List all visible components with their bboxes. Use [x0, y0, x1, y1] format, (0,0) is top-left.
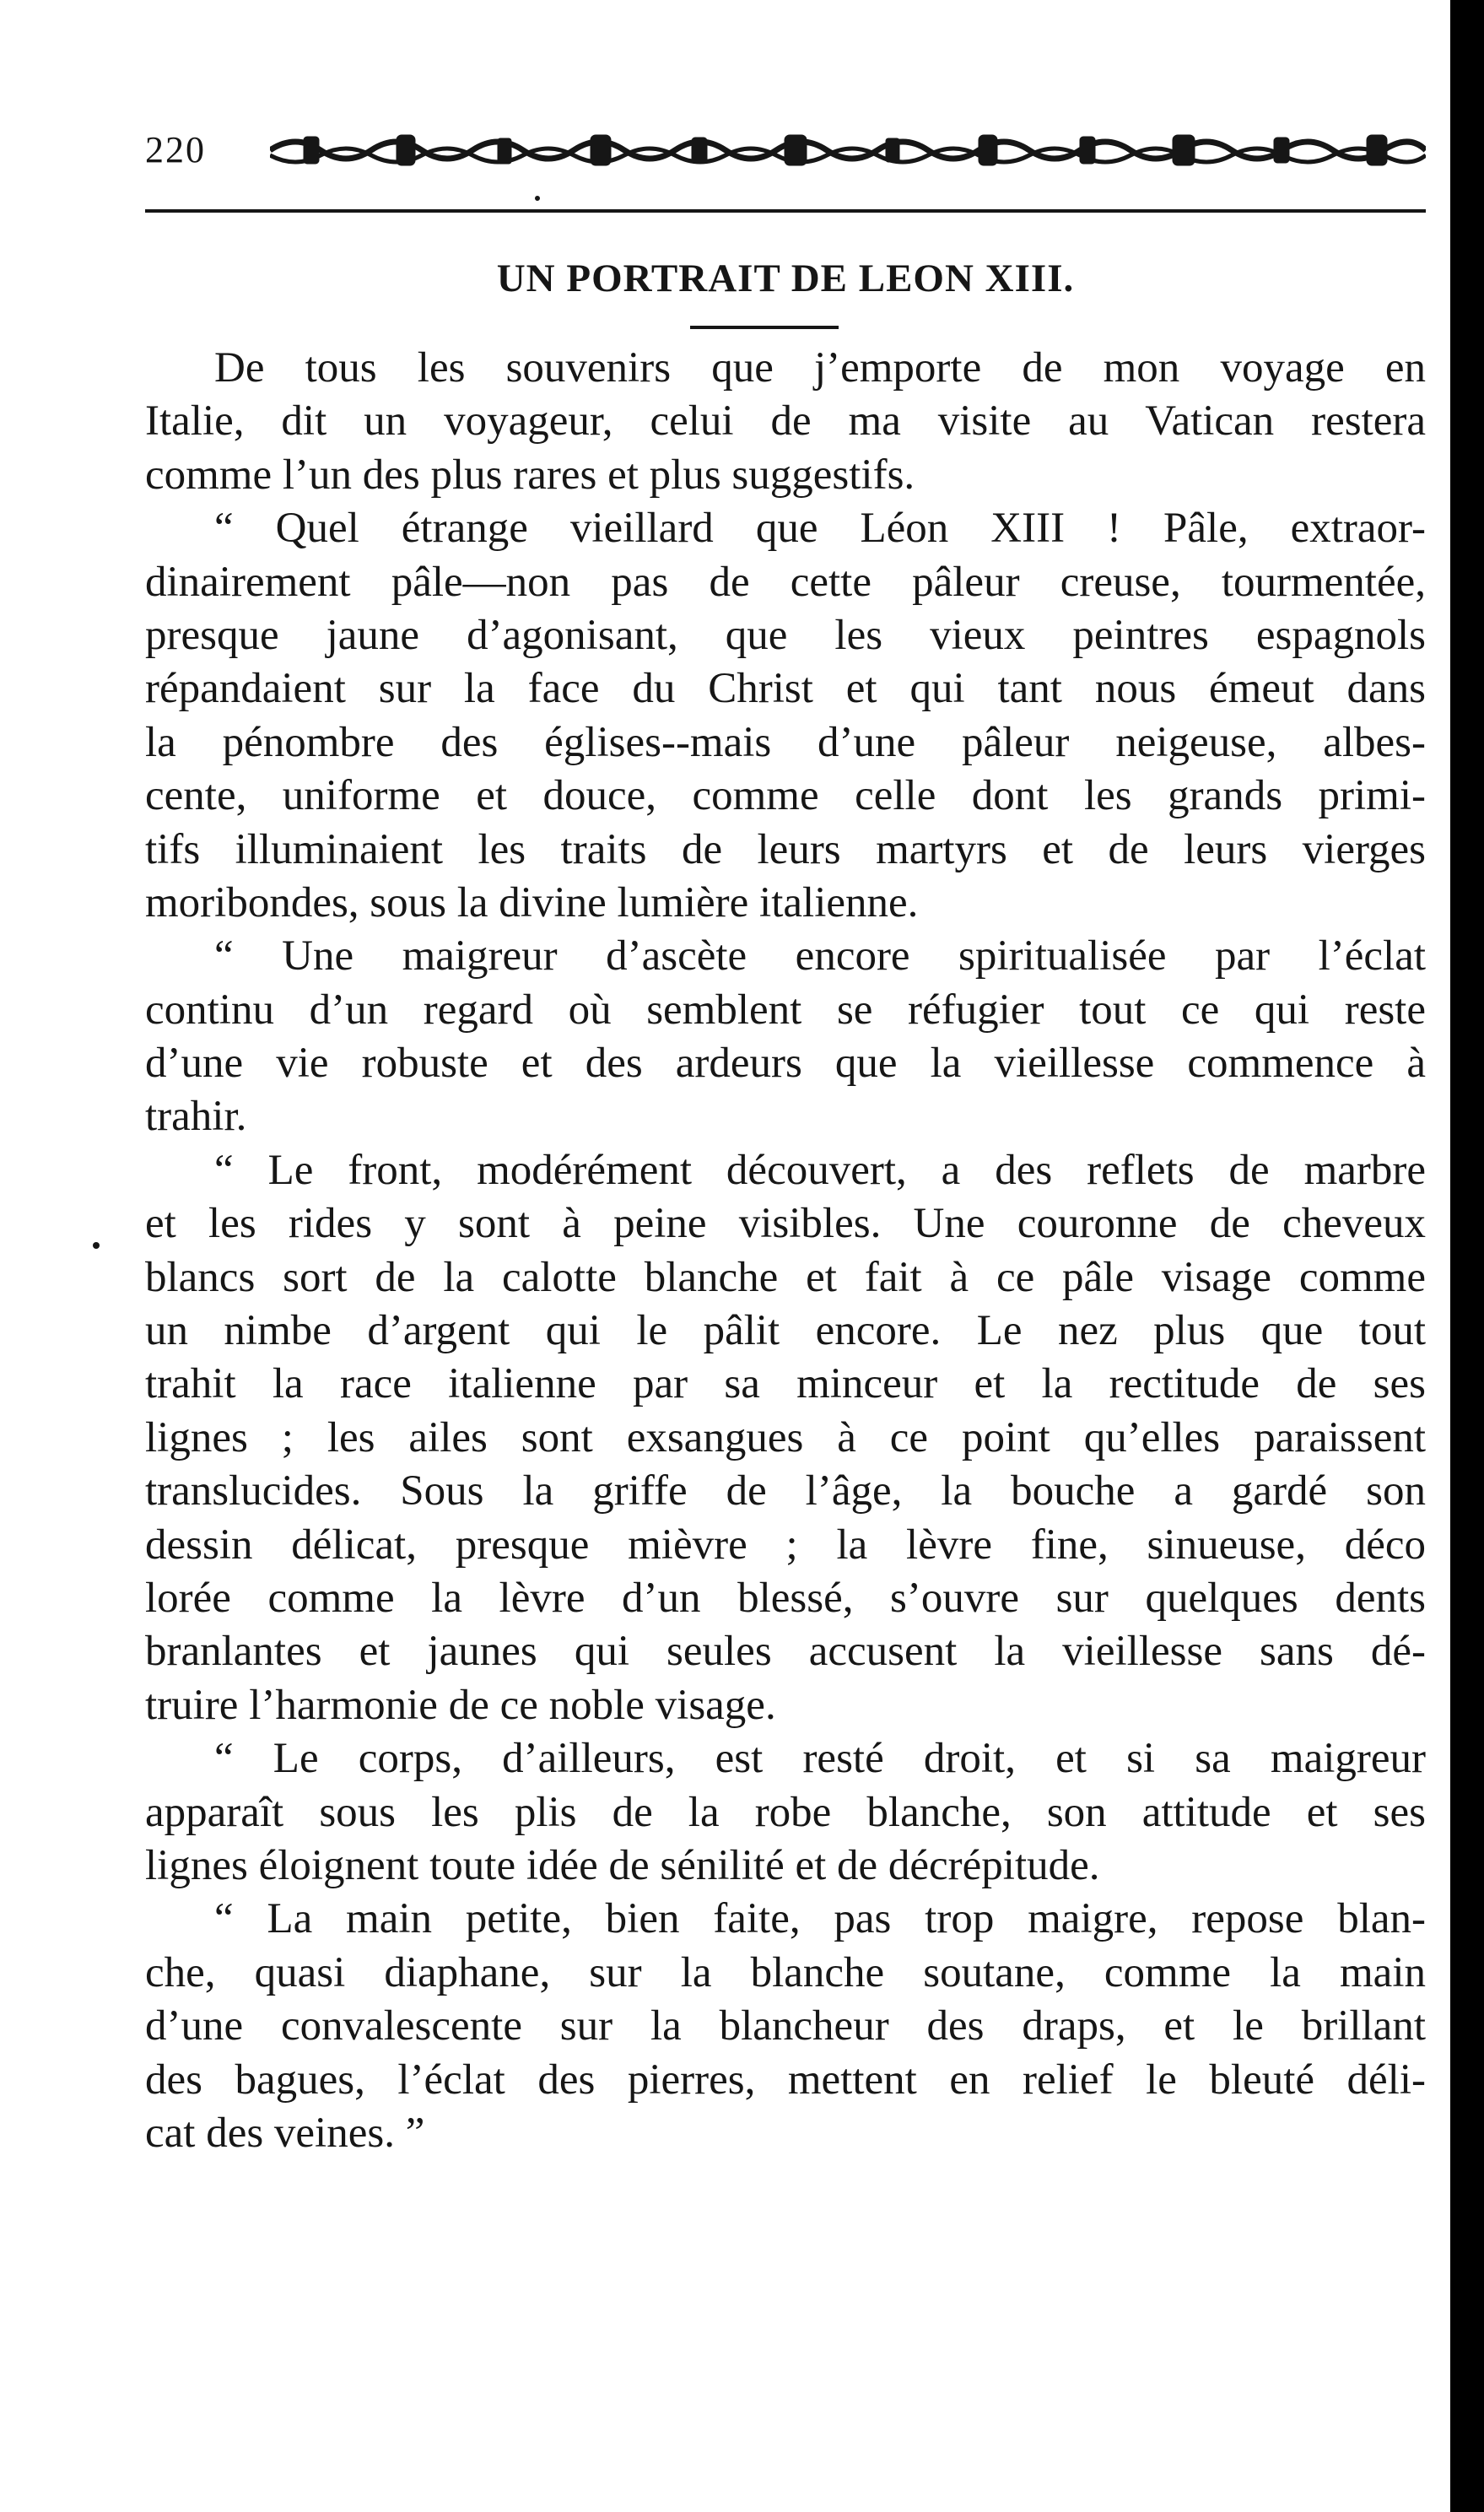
- text-line: “ Quel étrange vieillard que Léon XIII ! Pâle, extraor-: [214, 505, 1426, 553]
- text-line: trahir.: [145, 1093, 247, 1141]
- margin-mark-dot: [93, 1242, 100, 1249]
- text-line: branlantes et jaunes qui seules accusent la vieillesse sans dé-: [145, 1628, 1426, 1676]
- article-body: [145, 342, 1426, 2160]
- title-rule: [690, 326, 839, 329]
- decorative-header-ornament-icon: [270, 130, 1426, 170]
- text-line: d’une convalescente sur la blancheur des draps, et le brillant: [145, 2002, 1426, 2050]
- running-header: [145, 125, 1427, 176]
- text-line: blancs sort de la calotte blanche et fait à ce pâle visage comme: [145, 1253, 1426, 1301]
- text-line: et les rides y sont à peine visibles. Une couronne de cheveux: [145, 1200, 1426, 1248]
- text-line: la pénombre des églises--mais d’une pâleur neigeuse, albes-: [145, 718, 1426, 766]
- text-line: dessin délicat, presque mièvre ; la lèvre fine, sinueuse, déco: [145, 1521, 1426, 1569]
- text-line: trahit la race italienne par sa minceur et la rectitude de ses: [145, 1360, 1426, 1408]
- text-line: “ Le corps, d’ailleurs, est resté droit, et si sa maigreur: [214, 1735, 1426, 1783]
- text-line: “ Le front, modérément découvert, a des reflets de marbre: [214, 1146, 1426, 1194]
- text-line: un nimbe d’argent qui le pâlit encore. Le nez plus que tout: [145, 1307, 1426, 1355]
- scan-edge-border: [1450, 0, 1484, 2512]
- text-line: che, quasi diaphane, sur la blanche soutane, comme la main: [145, 1948, 1426, 1996]
- text-line: tifs illuminaient les traits de leurs martyrs et de leurs vierges: [145, 825, 1426, 873]
- text-line: continu d’un regard où semblent se réfugier tout ce qui reste: [145, 986, 1426, 1034]
- text-line: dinairement pâle—non pas de cette pâleur creuse, tourmentée,: [145, 558, 1426, 606]
- page-number: 220: [145, 129, 206, 170]
- text-line: lignes éloignent toute idée de sénilité et de décrépitude.: [145, 1841, 1100, 1889]
- text-line: lignes ; les ailes sont exsangues à ce point qu’elles paraissent: [145, 1413, 1426, 1461]
- article-title: UN PORTRAIT DE LEON XIII.: [496, 257, 1075, 300]
- text-line: cat des veines. ”: [145, 2109, 425, 2157]
- text-line: lorée comme la lèvre d’un blessé, s’ouvre sur quelques dents: [145, 1574, 1426, 1622]
- text-line: “ La main petite, bien faite, pas trop maigre, repose blan-: [214, 1895, 1426, 1943]
- text-line: translucides. Sous la griffe de l’âge, la bouche a gardé son: [145, 1467, 1426, 1515]
- text-line: truire l’harmonie de ce noble visage.: [145, 1681, 776, 1729]
- text-line: “ Une maigreur d’ascète encore spiritualisée par l’éclat: [214, 932, 1426, 980]
- text-line: De tous les souvenirs que j’emporte de mon voyage en: [214, 344, 1426, 392]
- text-line: des bagues, l’éclat des pierres, mettent en relief le bleuté déli-: [145, 2056, 1426, 2104]
- text-line: répandaient sur la face du Christ et qui tant nous émeut dans: [145, 665, 1426, 713]
- text-line: comme l’un des plus rares et plus suggestifs.: [145, 451, 915, 499]
- header-rule: [145, 209, 1426, 213]
- text-line: moribondes, sous la divine lumière italienne.: [145, 878, 919, 926]
- text-line: cente, uniforme et douce, comme celle dont les grands primi-: [145, 772, 1426, 820]
- header-mark-dot: [535, 196, 540, 201]
- text-line: presque jaune d’agonisant, que les vieux peintres espagnols: [145, 611, 1426, 659]
- text-line: d’une vie robuste et des ardeurs que la vieillesse commence à: [145, 1040, 1426, 1088]
- text-line: Italie, dit un voyageur, celui de ma visite au Vatican restera: [145, 397, 1426, 446]
- text-line: apparaît sous les plis de la robe blanche, son attitude et ses: [145, 1788, 1426, 1836]
